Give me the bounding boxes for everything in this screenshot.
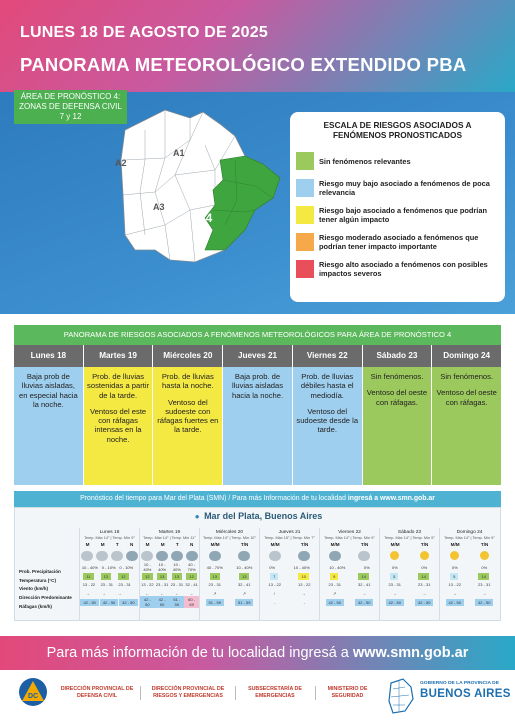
forecast-temp-row: 11 13 12 [80,572,139,581]
forecast-day-temps: Temp. Máx 14° | Temp. Mín 10° [203,536,256,540]
forecast-direction-row: → → → [85,590,122,596]
risk-legend [290,112,505,302]
forecast-day-name: Lunes 18 [99,530,120,535]
zone-label-line1: ÁREA DE PRONÓSTICO 4: [20,92,121,101]
sun-icon [480,551,489,560]
forecast-day-temps: Temp. Máx 14° | Temp. Mín 5° [384,536,435,540]
forecast-gust-row: 42 - 50 42 - 50 51 - 59 60 - 69 [140,598,199,607]
rain-icon [298,551,310,561]
sun-icon [420,551,429,560]
forecast-prob-row: 10 - 40% 0% [329,564,370,570]
legend-swatch [296,152,314,170]
org-separator [235,686,236,700]
forecast-day-name: Domingo 24 [456,530,483,535]
legend-text: Riesgo alto asociado a fenómenos con posibles impactos severos [319,260,488,278]
forecast-prob-row: 0% 0% [451,564,488,570]
forecast-direction-row: ↗ → [332,590,367,596]
map-label-a4: A4 [197,211,213,225]
forecast-row-label: Ráfagas (km/h) [19,603,52,609]
forecast-direction-row: ↑ → [273,590,306,596]
forecast-periods: M/M T/N [330,542,369,547]
cloud-icon [358,551,370,561]
risk-day-text: Ventoso del sudoeste con ráfagas fuertes en la tarde. [157,397,219,435]
province-map [95,100,295,275]
forecast-wind-row: 13 - 22 23 - 31 [448,582,491,588]
forecast-periods: M/M T/N [210,542,249,547]
report-date: LUNES 18 DE AGOSTO DE 2025 [20,24,268,41]
map-label-a3: A3 [153,202,165,212]
rain-icon [126,551,138,561]
forecast-day-temps: Temp. Máx 15° | Temp. Mín 7° [264,536,315,540]
legend-item [296,177,499,199]
risk-day-text: Ventoso del sudoeste desde la tarde. [296,406,359,435]
forecast-temp-row: 13 13 [200,572,259,581]
sun-icon [450,551,459,560]
rain-icon [171,551,183,561]
forecast-wind-row: 23 - 31 32 - 41 [328,582,371,588]
forecast-gust-row: 42 - 50 42 - 50 42 - 50 [80,598,139,607]
forecast-temp-row: 12 13 13 12 [140,572,199,581]
risk-day-header: Jueves 21 [223,345,293,367]
rain-icon [238,551,250,561]
forecast-icons [380,551,439,563]
svg-text:DC: DC [27,693,39,700]
header-banner [0,0,515,92]
risk-day-text: Prob. de lluvias hasta la noche. [161,372,214,391]
forecast-direction-row: → → [452,590,487,596]
cloud-icon [96,551,108,561]
forecast-icons [260,551,319,563]
forecast-row-label: Temperatura (°C) [19,577,56,583]
org-subsecretaria: SUBSECRETARÍA DE EMERGENCIAS [248,686,302,699]
smn-link[interactable]: ingresá a www.smn.gob.ar [347,495,435,502]
forecast-day-column [139,528,199,620]
forecast-row-labels [19,570,79,613]
forecast-icons [320,551,379,563]
risk-day-header: Sábado 23 [363,345,433,367]
risk-panel-title: PANORAMA DE RIESGOS ASOCIADOS A FENÓMENOS METEOROLÓGICOS PARA ÁREA DE PRONÓSTICO 4 [14,325,501,345]
risk-day-text: Prob. de lluvias débiles hasta el mediodía. [300,372,354,400]
cloud-icon [269,551,281,561]
forecast-icons [80,551,139,563]
forecast-icons [440,551,499,563]
forecast-day-column [439,528,499,620]
footer [0,670,515,728]
forecast-gust-row: - - [274,599,305,605]
report-title: PANORAMA METEOROLÓGICO EXTENDIDO PBA [20,54,467,75]
cloud-icon [111,551,123,561]
bottom-url[interactable]: www.smn.gob.ar [352,645,469,661]
forecast-prob-row: 40 - 70% 10 - 40% [206,564,253,570]
forecast-day-column [79,528,139,620]
forecast-day-name: Jueves 21 [278,530,301,535]
risk-day-text: Baja prob de lluvias aisladas, en especial hacia la noche. [19,372,78,409]
sun-icon [390,551,399,560]
forecast-day-temps: Temp. Máx 14° | Temp. Mín 9° [84,536,135,540]
forecast-day-temps: Temp. Máx 14° | Temp. Mín 9° [324,536,375,540]
org-separator [140,686,141,700]
legend-swatch [296,179,314,197]
forecast-day-column [259,528,319,620]
org-riesgos: DIRECCIÓN PROVINCIAL DE RIESGOS Y EMERGENCIAS [151,686,225,699]
map-label-a1: A1 [173,148,185,158]
forecast-temp-row: 7 10 [260,572,319,581]
forecast-wind-row: 23 - 31 23 - 31 [388,582,431,588]
risk-day-header: Martes 19 [84,345,154,367]
forecast-prob-row: 10 - 40% 0 - 10% 0 - 10% [81,564,134,570]
risk-days-header [14,345,501,367]
forecast-columns [79,528,499,620]
risk-day-cell [293,367,363,485]
org-ministerio: MINISTERIO DE SEGURIDAD [327,686,368,699]
forecast-day-name: Viernes 22 [338,530,361,535]
risk-day-text: Ventoso del oeste con ráfagas. [436,388,497,407]
forecast-day-column [199,528,259,620]
org-defensa-civil: DIRECCIÓN PROVINCIAL DE DEFENSA CIVIL [60,686,134,699]
forecast-periods: M/M T/N [450,542,489,547]
risk-day-header: Miércoles 20 [153,345,223,367]
forecast-icons [140,551,199,563]
legend-item [296,204,499,226]
forecast-day-name: Miércoles 20 [215,530,244,535]
risk-day-text: Ventoso del este con ráfagas intensas en la noche. [90,406,147,444]
legend-swatch [296,233,314,251]
cloud-icon [141,551,153,561]
legend-title: ESCALA DE RIESGOS ASOCIADOS A FENÓMENOS PRONOSTICADOS [323,120,472,140]
risk-day-header: Domingo 24 [443,351,491,360]
risk-day-cell [14,367,84,485]
forecast-day-name: Martes 19 [158,530,181,535]
legend-text: Sin fenómenos relevantes [319,156,411,166]
rain-icon [186,551,198,561]
forecast-gust-row: 42 - 50 42 - 50 [320,598,379,607]
risk-day-header: Lunes 18 [14,345,84,367]
zone-label-line3: 7 y 12 [59,112,82,121]
forecast-direction-row: ↗ ↗ [213,590,246,596]
buenos-aires-map-icon [385,677,415,717]
forecast-day-name: Sábado 23 [397,530,422,535]
forecast-temp-row: 9 14 [320,572,379,581]
forecast-day-column [319,528,379,620]
risk-day-cell [432,367,501,485]
legend-swatch [296,206,314,224]
forecast-temp-row: 5 14 [440,572,499,581]
gov-logo-text: GOBIERNO DE LA PROVINCIA DE BUENOS AIRES [420,681,511,700]
risk-day-text: Ventoso del oeste con ráfagas. [366,388,428,407]
legend-swatch [296,260,314,278]
forecast-row-label: Viento (km/h) [19,586,49,592]
forecast-periods: M/M T/N [270,542,309,547]
risk-day-text: Sin fenómenos. [370,372,424,381]
risk-day-text: Prob. de lluvias sostenidas a partir de la tarde. [87,372,150,400]
smn-info-bar: Pronóstico del tiempo para Mar del Plata (SMN) / Para más Información de tu localidad ingresá a www.smn.gob.ar [14,491,501,507]
forecast-periods: M M T N [145,542,194,547]
forecast-wind-row: 13 - 22 23 - 31 23 - 31 32 - 41 [141,582,198,588]
risk-day-cell [363,367,433,485]
zone-label-line2: ZONAS DE DEFENSA CIVIL [19,102,122,111]
risk-day-cell [84,367,154,485]
legend-item [296,150,499,172]
forecast-wind-row: 13 - 22 23 - 31 23 - 31 [82,582,131,588]
map-label-a2: A2 [115,158,127,168]
forecast-prob-row: 0% 10 - 40% [269,564,310,570]
forecast-row-label: Dirección Predominante [19,595,72,601]
forecast-day-temps: Temp. Máx 14° | Temp. Mín 5° [444,536,495,540]
risk-day-cell [153,367,223,485]
legend-item [296,231,499,253]
forecast-icons [200,551,259,563]
risk-day-text: Sin fenómenos. [440,372,494,381]
forecast-city: ● Mar del Plata, Buenos Aires [194,511,323,521]
smn-forecast-table [14,507,501,621]
forecast-row-label: Prob. Precipitación [19,569,61,574]
legend-text: Riesgo bajo asociado a fenómenos que podrían tener algún impacto [319,206,487,224]
forecast-day-temps: Temp. Máx 14° | Temp. Mín 11° [143,536,196,540]
legend-text: Riesgo moderado asociado a fenómenos que podrían tener impacto importante [319,233,479,251]
defensa-civil-logo [18,677,48,711]
forecast-prob-row: 10 - 40% 10 - 40% 10 - 40% 40 - 70% [143,562,196,573]
legend-text: Riesgo muy bajo asociado a fenómenos de poca relevancia [319,179,490,197]
forecast-day-column [379,528,439,620]
org-separator [315,686,316,700]
forecast-temp-row: 5 14 [380,572,439,581]
rain-icon [329,551,341,561]
risk-days-cells [14,367,501,485]
forecast-prob-row: 0% 0% [391,564,428,570]
bottom-banner: Para más información de tu localidad ingresá a www.smn.gob.ar [0,636,515,670]
forecast-periods: M M T N [85,542,134,547]
forecast-periods: M/M T/N [390,542,429,547]
risk-day-cell [223,367,293,485]
risk-day-text: Baja prob. de lluvias aisladas hacia la noche. [231,372,284,400]
forecast-gust-row: 51 - 59 51 - 59 [200,598,259,607]
legend-item [296,258,499,280]
rain-icon [156,551,168,561]
forecast-direction-row: ← ← ← ← [145,590,194,596]
forecast-direction-row: → → [392,590,427,596]
cloud-icon [81,551,93,561]
forecast-gust-row: 42 - 50 42 - 50 [440,598,499,607]
forecast-wind-row: 23 - 31 32 - 41 [208,582,251,588]
forecast-wind-row: 13 - 22 13 - 22 [268,582,311,588]
risk-day-header: Viernes 22 [293,345,363,367]
location-pin-icon: ● [194,512,200,521]
rain-icon [209,551,221,561]
forecast-gust-row: 42 - 50 42 - 50 [380,598,439,607]
